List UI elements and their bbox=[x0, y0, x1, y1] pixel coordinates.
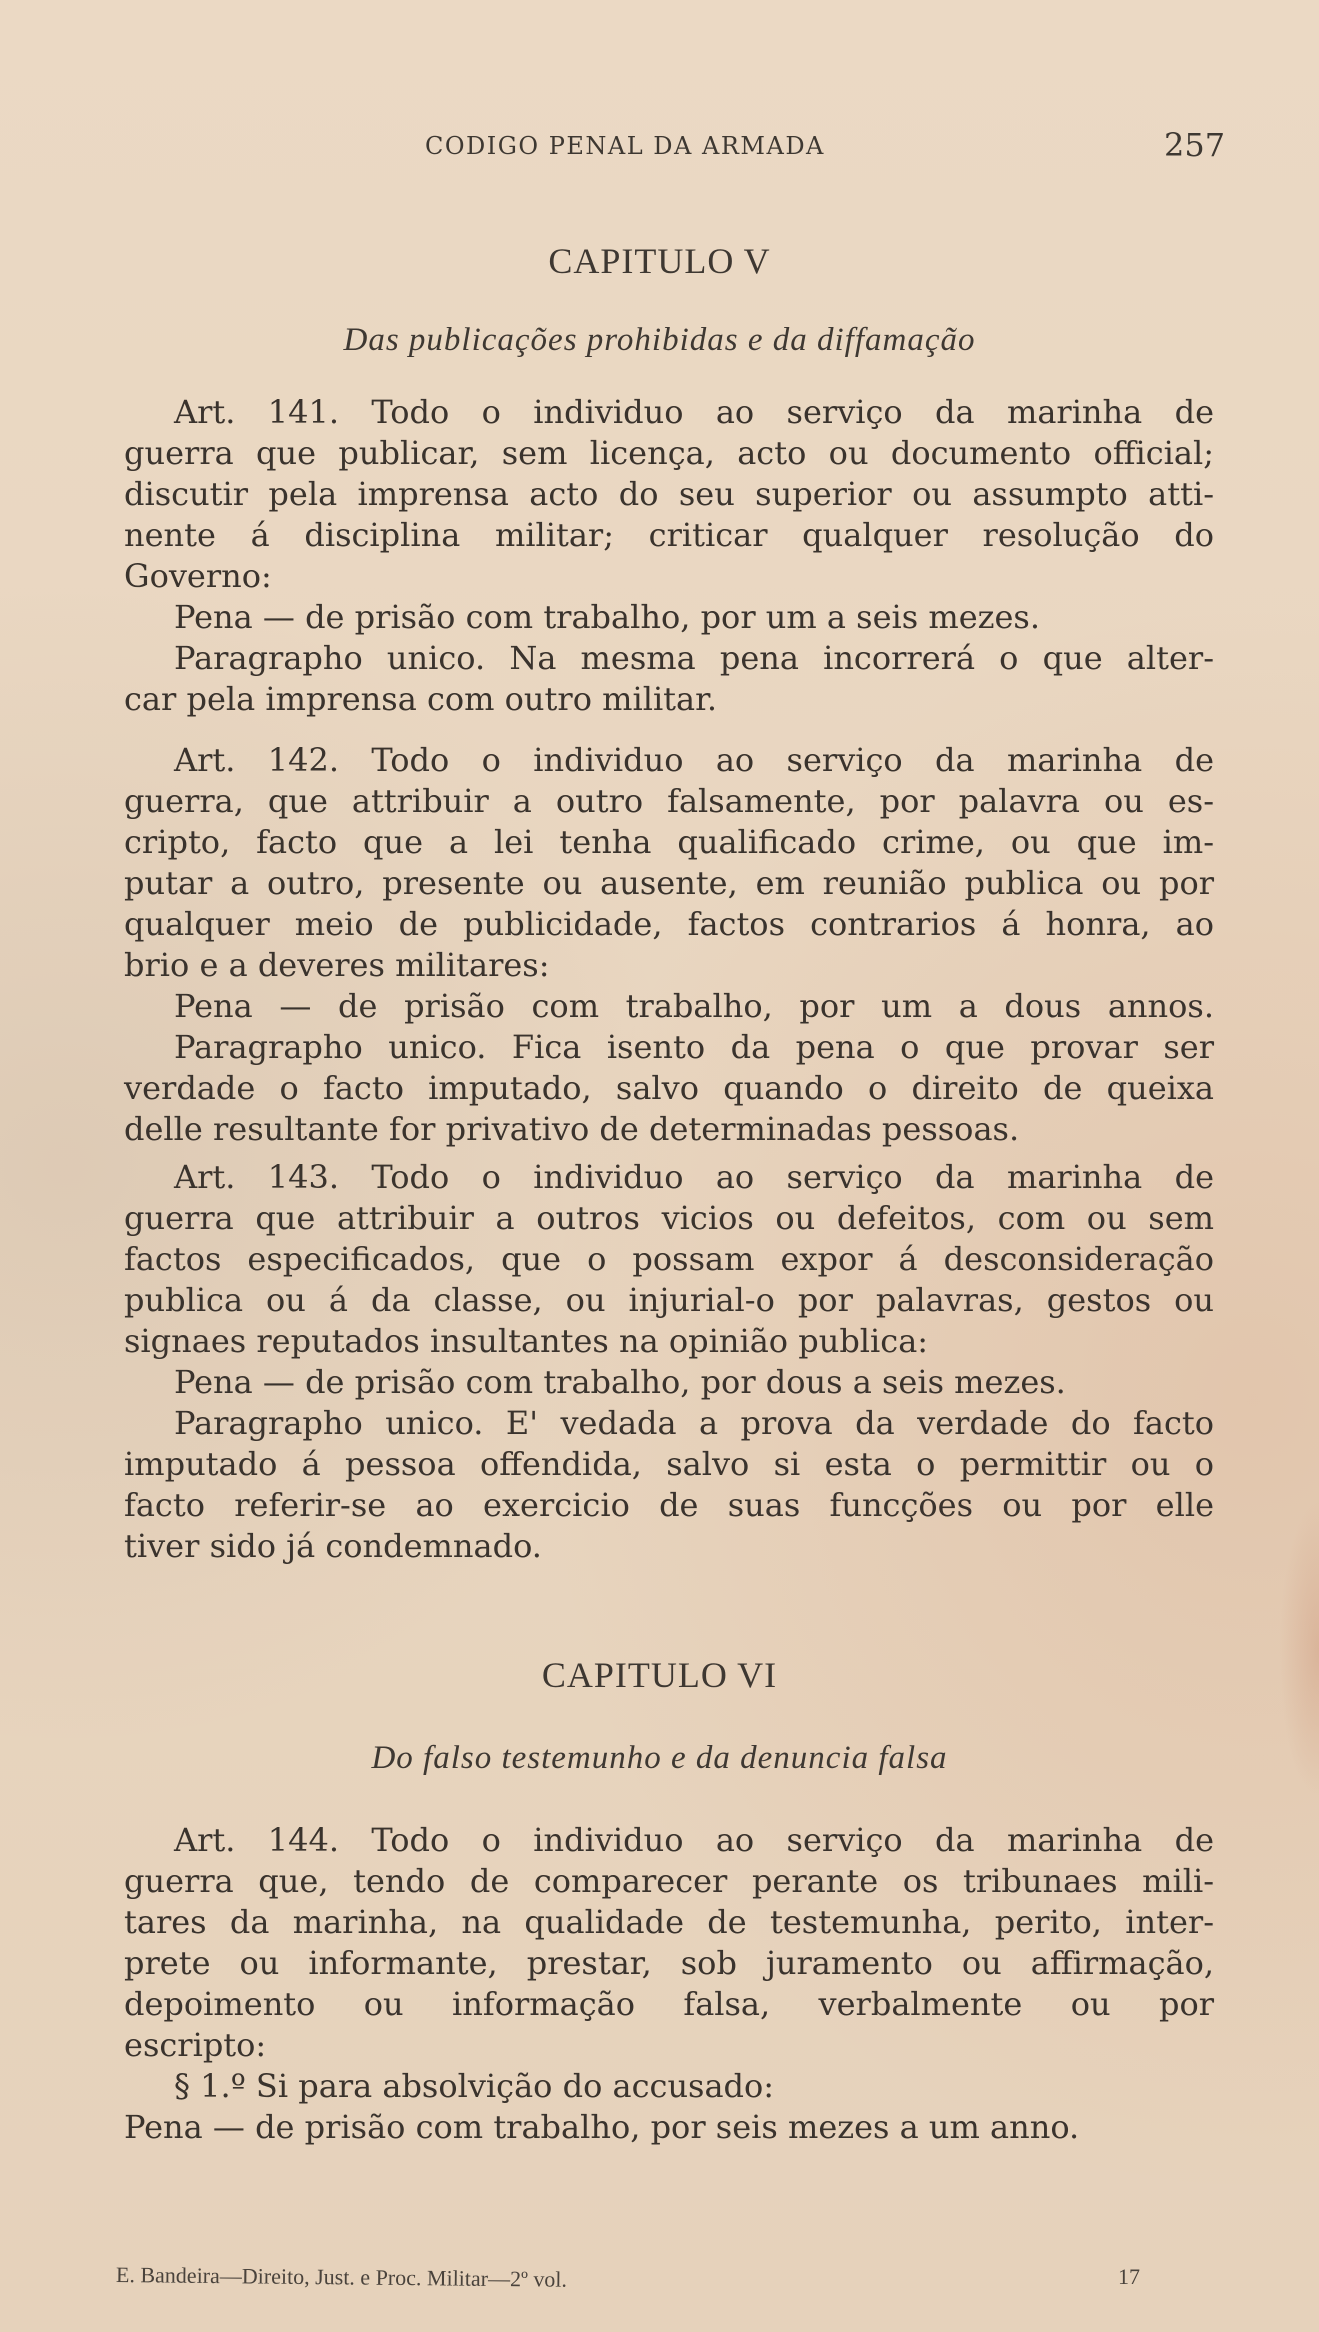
paragraph-line: delle resultante for privativo de determinadas pessoas. bbox=[124, 1110, 1020, 1148]
article-line: Art. 143. Todo o individuo ao serviço da marinha de bbox=[174, 1158, 1214, 1196]
penalty-line: Pena — de prisão com trabalho, por um a seis mezes. bbox=[174, 598, 1041, 636]
paragraph-line: facto referir-se ao exercicio de suas funcções ou por elle bbox=[124, 1486, 1214, 1524]
article-line: nente á disciplina militar; criticar qualquer resolução do bbox=[124, 516, 1214, 554]
paragraph-line: car pela imprensa com outro militar. bbox=[124, 680, 718, 718]
article-line: factos especificados, que o possam expor á desconsideração bbox=[124, 1240, 1214, 1278]
chapter-vi-subtitle: Do falso testemunho e da denuncia falsa bbox=[371, 1740, 948, 1776]
article-143 bbox=[124, 1157, 1214, 1567]
running-head: CODIGO PENAL DA ARMADA bbox=[425, 132, 825, 160]
article-line: guerra que attribuir a outros vicios ou defeitos, com ou sem bbox=[124, 1199, 1214, 1237]
article-line: putar a outro, presente ou ausente, em reunião publica ou por bbox=[124, 864, 1214, 902]
article-line: guerra que publicar, sem licença, acto ou documento official; bbox=[124, 434, 1214, 472]
article-line: Art. 142. Todo o individuo ao serviço da marinha de bbox=[174, 741, 1214, 779]
article-144 bbox=[124, 1820, 1214, 2148]
paragraph-line: verdade o facto imputado, salvo quando o direito de queixa bbox=[124, 1069, 1214, 1107]
section-line: § 1.º Si para absolvição do accusado: bbox=[174, 2067, 775, 2105]
chapter-v-title: CAPITULO V bbox=[548, 241, 771, 281]
paragraph-line: tiver sido já condemnado. bbox=[124, 1527, 542, 1565]
chapter-v-subtitle: Das publicações prohibidas e da diffamação bbox=[343, 322, 976, 358]
article-line: guerra que, tendo de comparecer perante os tribunaes mili- bbox=[124, 1862, 1214, 1900]
penalty-line: Pena — de prisão com trabalho, por um a dous annos. bbox=[174, 987, 1214, 1025]
article-line: brio e a deveres militares: bbox=[124, 946, 550, 984]
article-line: discutir pela imprensa acto do seu superior ou assumpto atti- bbox=[124, 475, 1214, 513]
article-line: Governo: bbox=[124, 557, 272, 595]
printer-signature: E. Bandeira—Direito, Just. e Proc. Militar—2º vol. bbox=[115, 2262, 568, 2292]
signature-number: 17 bbox=[1118, 2264, 1140, 2289]
paragraph-line: Paragrapho unico. Fica isento da pena o que provar ser bbox=[174, 1028, 1214, 1066]
article-142 bbox=[124, 740, 1214, 1150]
article-line: publica ou á da classe, ou injurial-o por palavras, gestos ou bbox=[124, 1281, 1214, 1319]
page-number: 257 bbox=[1164, 126, 1226, 164]
article-line: Art. 141. Todo o individuo ao serviço da marinha de bbox=[174, 393, 1214, 431]
article-line: escripto: bbox=[124, 2026, 267, 2064]
article-line: Art. 144. Todo o individuo ao serviço da marinha de bbox=[174, 1821, 1214, 1859]
paragraph-line: imputado á pessoa offendida, salvo si esta o permittir ou o bbox=[124, 1445, 1214, 1483]
paragraph-line: Paragrapho unico. E' vedada a prova da verdade do facto bbox=[174, 1404, 1214, 1442]
article-line: guerra, que attribuir a outro falsamente, por palavra ou es- bbox=[124, 782, 1214, 820]
article-line: depoimento ou informação falsa, verbalmente ou por bbox=[124, 1985, 1214, 2023]
paper-stain bbox=[1279, 1500, 1319, 1800]
penalty-line: Pena — de prisão com trabalho, por dous a seis mezes. bbox=[174, 1363, 1066, 1401]
article-line: prete ou informante, prestar, sob juramento ou affirmação, bbox=[124, 1944, 1214, 1982]
article-141 bbox=[124, 392, 1214, 720]
penalty-line: Pena — de prisão com trabalho, por seis mezes a um anno. bbox=[124, 2108, 1080, 2146]
paragraph-line: Paragrapho unico. Na mesma pena incorrerá o que alter- bbox=[174, 639, 1214, 677]
article-line: qualquer meio de publicidade, factos contrarios á honra, ao bbox=[124, 905, 1214, 943]
chapter-vi-title: CAPITULO VI bbox=[541, 1655, 778, 1695]
article-line: signaes reputados insultantes na opinião publica: bbox=[124, 1322, 929, 1360]
article-line: cripto, facto que a lei tenha qualificado crime, ou que im- bbox=[124, 823, 1214, 861]
article-line: tares da marinha, na qualidade de testemunha, perito, inter- bbox=[124, 1903, 1214, 1941]
